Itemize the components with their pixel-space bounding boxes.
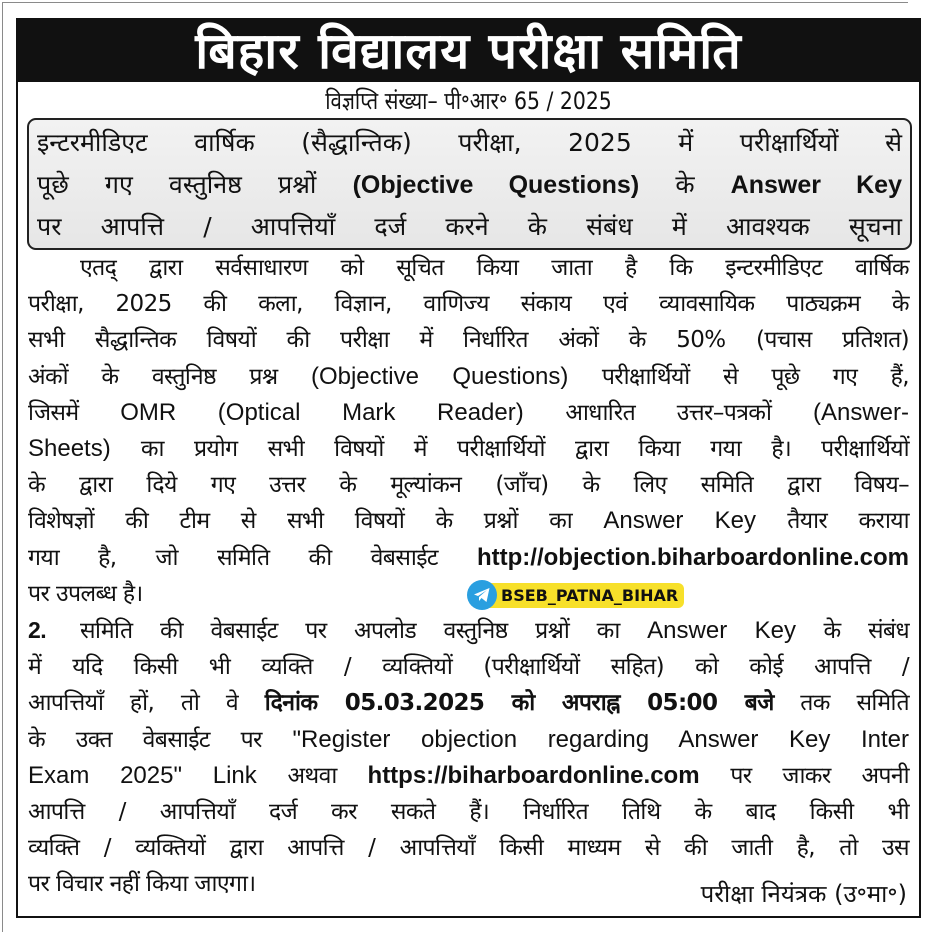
subject-line-2 — [37, 164, 902, 206]
p1-line: परीक्षा, 2025 की कला, विज्ञान, वाणिज्य संकाय एवं व्यावसायिक पाठ्यक्रम के — [28, 291, 909, 318]
p1-line: पर उपलब्ध है। — [28, 580, 143, 607]
signature: परीक्षा नियंत्रक (उ॰मा॰) — [700, 880, 907, 908]
text-en: (Answer- — [812, 398, 909, 426]
text: तैयार कराया — [787, 508, 909, 535]
deadline-text: दिनांक 05.03.2025 को अपराह्न 05:00 बजे — [264, 690, 774, 717]
text: अंकों के वस्तुनिष्ठ प्रश्न — [28, 363, 278, 390]
text: तक समिति — [800, 690, 910, 717]
notice-number: विज्ञप्ति संख्या– पी॰आर॰ 65 / 2025 — [325, 87, 612, 115]
register-objection-link-text: "Register objection regarding Answer Key Inter — [292, 725, 910, 753]
p1-line: सभी सैद्धान्तिक विषयों की परीक्षा में निर्धारित अंकों के 50% (पचास प्रतिशत) — [28, 327, 909, 354]
text-en: (Objective Questions) — [310, 362, 569, 390]
text: आधारित उत्तर–पत्रकों — [565, 399, 772, 426]
text-en: Exam 2025" Link — [28, 761, 257, 789]
p2-line: पर विचार नहीं किया जाएगा। — [28, 871, 256, 898]
p1-line — [28, 395, 909, 431]
p2-line — [28, 685, 909, 721]
notice-document — [16, 18, 921, 918]
subject-line-1: इन्टरमीडिएट वार्षिक (सैद्धान्तिक) परीक्षा, 2025 में परीक्षार्थियों से — [37, 128, 902, 157]
p2-line — [28, 722, 909, 758]
text-en: OMR (Optical Mark Reader) — [120, 398, 524, 426]
p1-line — [28, 540, 909, 576]
subject-line-3: पर आपत्ति / आपत्तियाँ दर्ज करने के संबंध में आवश्यक सूचना — [37, 212, 902, 241]
p2-line: व्यक्ति / व्यक्तियों द्वारा आपत्ति / आपत्तियाँ किसी माध्यम से की जाती है, तो उस — [28, 835, 909, 862]
telegram-channel-label: BSEB_PATNA_BIHAR — [489, 583, 684, 608]
subject-objective-questions: (Objective Questions) — [352, 171, 640, 199]
text: पर जाकर अपनी — [730, 762, 909, 789]
notice-body — [18, 250, 919, 903]
text: गया है, जो समिति की वेबसाईट — [28, 544, 438, 571]
text: अथवा — [287, 762, 337, 789]
objection-website-link[interactable]: http://objection.biharboardonline.com — [477, 543, 909, 571]
subject-text: के — [675, 170, 695, 199]
p2-line — [28, 612, 909, 649]
subject-box — [27, 118, 912, 250]
subject-answer-key: Answer Key — [730, 171, 902, 199]
text: विशेषज्ञों की टीम से सभी विषयों के प्रश्नों का — [28, 508, 573, 535]
text-en: Answer Key — [647, 617, 796, 645]
text: समिति की वेबसाईट पर अपलोड वस्तुनिष्ठ प्रश्नों का — [80, 618, 620, 645]
paragraph-number: 2. — [28, 617, 46, 644]
text-en: Answer Key — [603, 507, 756, 535]
p2-line — [28, 758, 909, 794]
biharboard-website-link[interactable]: https://biharboardonline.com — [367, 761, 700, 789]
text: के संबंध — [823, 618, 909, 645]
p1-line — [28, 431, 909, 467]
p2-line: आपत्ति / आपत्तियाँ दर्ज कर सकते हैं। निर्धारित तिथि के बाद किसी भी — [28, 799, 909, 826]
p1-line — [28, 503, 909, 539]
subject-text: पूछे गए वस्तुनिष्ठ प्रश्नों — [37, 170, 317, 199]
telegram-badge[interactable] — [467, 580, 684, 610]
text: के उक्त वेबसाईट पर — [28, 726, 262, 753]
telegram-icon — [467, 580, 497, 610]
p1-line: के द्वारा दिये गए उत्तर के मूल्यांकन (जाँच) के लिए समिति द्वारा विषय– — [28, 472, 909, 499]
text: परीक्षार्थियों से पूछे गए हैं, — [601, 363, 909, 390]
text: जिसमें — [28, 399, 79, 426]
text: आपत्तियाँ हों, तो वे — [28, 690, 239, 717]
p1-line: एतद् द्वारा सर्वसाधारण को सूचित किया जाता है कि इन्टरमीडिएट वार्षिक — [80, 255, 909, 281]
p2-line: में यदि किसी भी व्यक्ति / व्यक्तियों (परीक्षार्थियों सहित) को कोई आपत्ति / — [28, 654, 909, 681]
board-masthead: बिहार विद्यालय परीक्षा समिति — [18, 20, 919, 82]
text: का प्रयोग सभी विषयों में परीक्षार्थियों द्वारा किया गया है। परीक्षार्थियों — [140, 436, 910, 463]
text-en: Sheets) — [28, 435, 111, 463]
p1-line — [28, 359, 909, 395]
